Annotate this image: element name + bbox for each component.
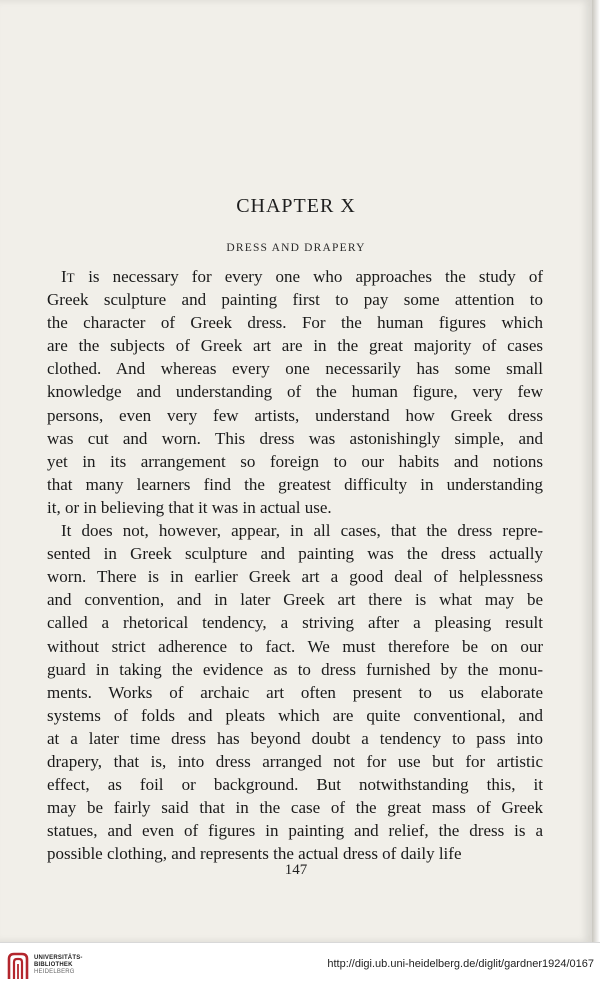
university-library-logo[interactable]	[6, 951, 96, 983]
text-line: systems of folds and pleats which are quite conventional, and	[47, 705, 543, 725]
text-line: persons, even very few artists, understand how Greek dress	[47, 405, 543, 425]
text-line: at a later time dress has beyond doubt a tendency to pass into	[47, 728, 543, 748]
logo-line-2: BIBLIOTHEK	[34, 962, 73, 969]
chapter-subtitle: DRESS AND DRAPERY	[226, 242, 366, 254]
line-text: is necessary for every one who approaches the study of	[75, 267, 543, 286]
text-line: guard in taking the evidence as to dress furnished by the monu-	[47, 659, 543, 679]
text-line: that many learners find the greatest difficulty in understanding	[47, 474, 543, 494]
text-line	[47, 265, 543, 288]
footer-bar	[0, 942, 600, 990]
small-caps-opening: IT	[61, 267, 76, 286]
logo-text	[34, 955, 83, 977]
text-line: worn. There is in earlier Greek art a good deal of helplessness	[47, 567, 543, 587]
chapter-title: CHAPTER X	[236, 195, 356, 217]
text-line: the character of Greek dress. For the human figures which	[47, 313, 543, 333]
text-line: are the subjects of Greek art are in the great majority of cases	[47, 336, 543, 356]
text-line: Greek sculpture and painting first to pay some attention to	[47, 290, 543, 310]
text-line: and convention, and in later Greek art there is what may be	[47, 590, 543, 610]
text-line: without strict adherence to fact. We must therefore be on our	[47, 636, 543, 656]
text-line: It does not, however, appear, in all cases, that the dress repre-	[61, 521, 543, 541]
library-logo-icon	[6, 951, 30, 981]
text-line: ments. Works of archaic art often present to us elaborate	[47, 682, 543, 702]
text-line: called a rhetorical tendency, a striving after a pleasing result	[47, 613, 543, 633]
text-line: effect, as foil or background. But notwithstanding this, it	[47, 775, 543, 795]
logo-line-3: HEIDELBERG	[34, 969, 75, 976]
text-line: knowledge and understanding of the human figure, very few	[47, 382, 543, 402]
text-line: it, or in believing that it was in actual use.	[47, 497, 332, 517]
text-line: possible clothing, and represents the actual dress of daily life	[47, 844, 462, 864]
page-edge	[592, 0, 600, 942]
text-line: was cut and worn. This dress was astonishingly simple, and	[47, 428, 543, 448]
page-number: 147	[284, 862, 308, 878]
logo-line-1: UNIVERSITÄTS-	[34, 955, 83, 961]
text-line: drapery, that is, into dress arranged not for use but for artistic	[47, 751, 543, 771]
permalink-url[interactable]: http://digi.ub.uni-heidelberg.de/diglit/gardner1924/0167	[327, 958, 594, 970]
text-line: sented in Greek sculpture and painting was the dress actually	[47, 544, 543, 564]
text-line: yet in its arrangement so foreign to our habits and notions	[47, 451, 543, 471]
body-text	[47, 265, 543, 865]
text-line: clothed. And whereas every one necessarily has some small	[47, 359, 543, 379]
text-line: statues, and even of figures in painting and relief, the dress is a	[47, 821, 543, 841]
text-line: may be fairly said that in the case of the great mass of Greek	[47, 798, 543, 818]
